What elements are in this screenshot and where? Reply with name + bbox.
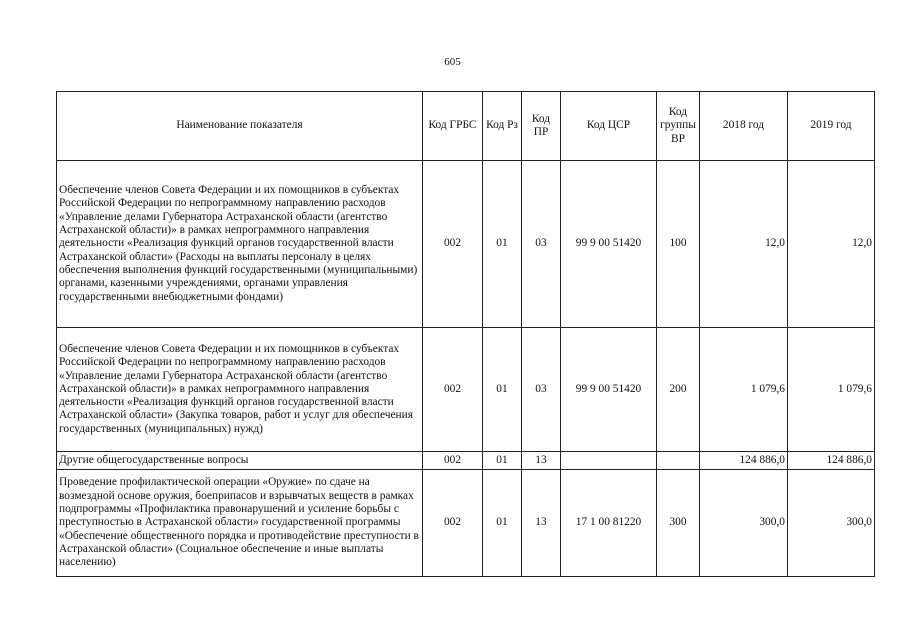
row-rz: 01 <box>483 328 522 452</box>
budget-table <box>56 91 875 577</box>
row-vr: 200 <box>657 328 700 452</box>
row-rz: 01 <box>483 470 522 577</box>
header-2019: 2019 год <box>788 92 875 161</box>
row-2019: 12,0 <box>788 161 875 328</box>
row-pr: 13 <box>522 470 561 577</box>
row-rz: 01 <box>483 161 522 328</box>
table-row <box>57 470 875 577</box>
table-row <box>57 161 875 328</box>
row-2019: 300,0 <box>788 470 875 577</box>
row-pr: 03 <box>522 328 561 452</box>
row-2019: 1 079,6 <box>788 328 875 452</box>
page-number: 605 <box>444 56 461 68</box>
row-pr: 13 <box>522 452 561 470</box>
header-csr: Код ЦСР <box>561 92 657 161</box>
row-name: Проведение профилактической операции «Оружие» по сдаче на возмездной основе оружия, боеприпасов и взрывчатых веществ в рамках подпрограммы «Профилактика правонарушений и усиление борьбы с преступностью в Астраханской области» государственной программы «Обеспечение общественного порядка и противодействие преступности в Астраханской области» (Социальное обеспечение и иные выплаты населению) <box>57 470 423 577</box>
table-row <box>57 452 875 470</box>
row-name: Обеспечение членов Совета Федерации и их помощников в субъектах Российской Федерации по непрограммному направлению расходов «Управление делами Губернатора Астраханской области (агентство Астраханской области)» в рамках непрограммного направления деятельности «Реализация функций органов государственной власти Астраханской области» (Расходы на выплаты персоналу в целях обеспечения выполнения функций государственными (муниципальными) органами, казенными учреждениями, органами управления государственными внебюджетными фондами) <box>57 161 423 328</box>
row-csr: 17 1 00 81220 <box>561 470 657 577</box>
header-pr: Код ПР <box>522 92 561 161</box>
row-2018: 124 886,0 <box>700 452 788 470</box>
header-grbs: Код ГРБС <box>423 92 483 161</box>
header-name: Наименование показателя <box>57 92 423 161</box>
row-2018: 1 079,6 <box>700 328 788 452</box>
row-name: Обеспечение членов Совета Федерации и их помощников в субъектах Российской Федерации по непрограммному направлению расходов «Управление делами Губернатора Астраханской области (агентство Астраханской области)» в рамках непрограммного направления деятельности «Реализация функций органов государственной власти Астраханской области» (Закупка товаров, работ и услуг для обеспечения государственных (муниципальных) нужд) <box>57 328 423 452</box>
row-csr <box>561 452 657 470</box>
row-vr: 300 <box>657 470 700 577</box>
row-csr: 99 9 00 51420 <box>561 328 657 452</box>
row-2019: 124 886,0 <box>788 452 875 470</box>
table-header-row <box>57 92 875 161</box>
row-vr: 100 <box>657 161 700 328</box>
header-2018: 2018 год <box>700 92 788 161</box>
table-row <box>57 328 875 452</box>
row-pr: 03 <box>522 161 561 328</box>
row-rz: 01 <box>483 452 522 470</box>
row-csr: 99 9 00 51420 <box>561 161 657 328</box>
row-vr <box>657 452 700 470</box>
header-rz: Код Рз <box>483 92 522 161</box>
row-2018: 300,0 <box>700 470 788 577</box>
row-grbs: 002 <box>423 328 483 452</box>
row-grbs: 002 <box>423 161 483 328</box>
row-grbs: 002 <box>423 452 483 470</box>
row-grbs: 002 <box>423 470 483 577</box>
row-2018: 12,0 <box>700 161 788 328</box>
row-name: Другие общегосударственные вопросы <box>57 452 423 470</box>
header-vr: Код группы ВР <box>657 92 700 161</box>
